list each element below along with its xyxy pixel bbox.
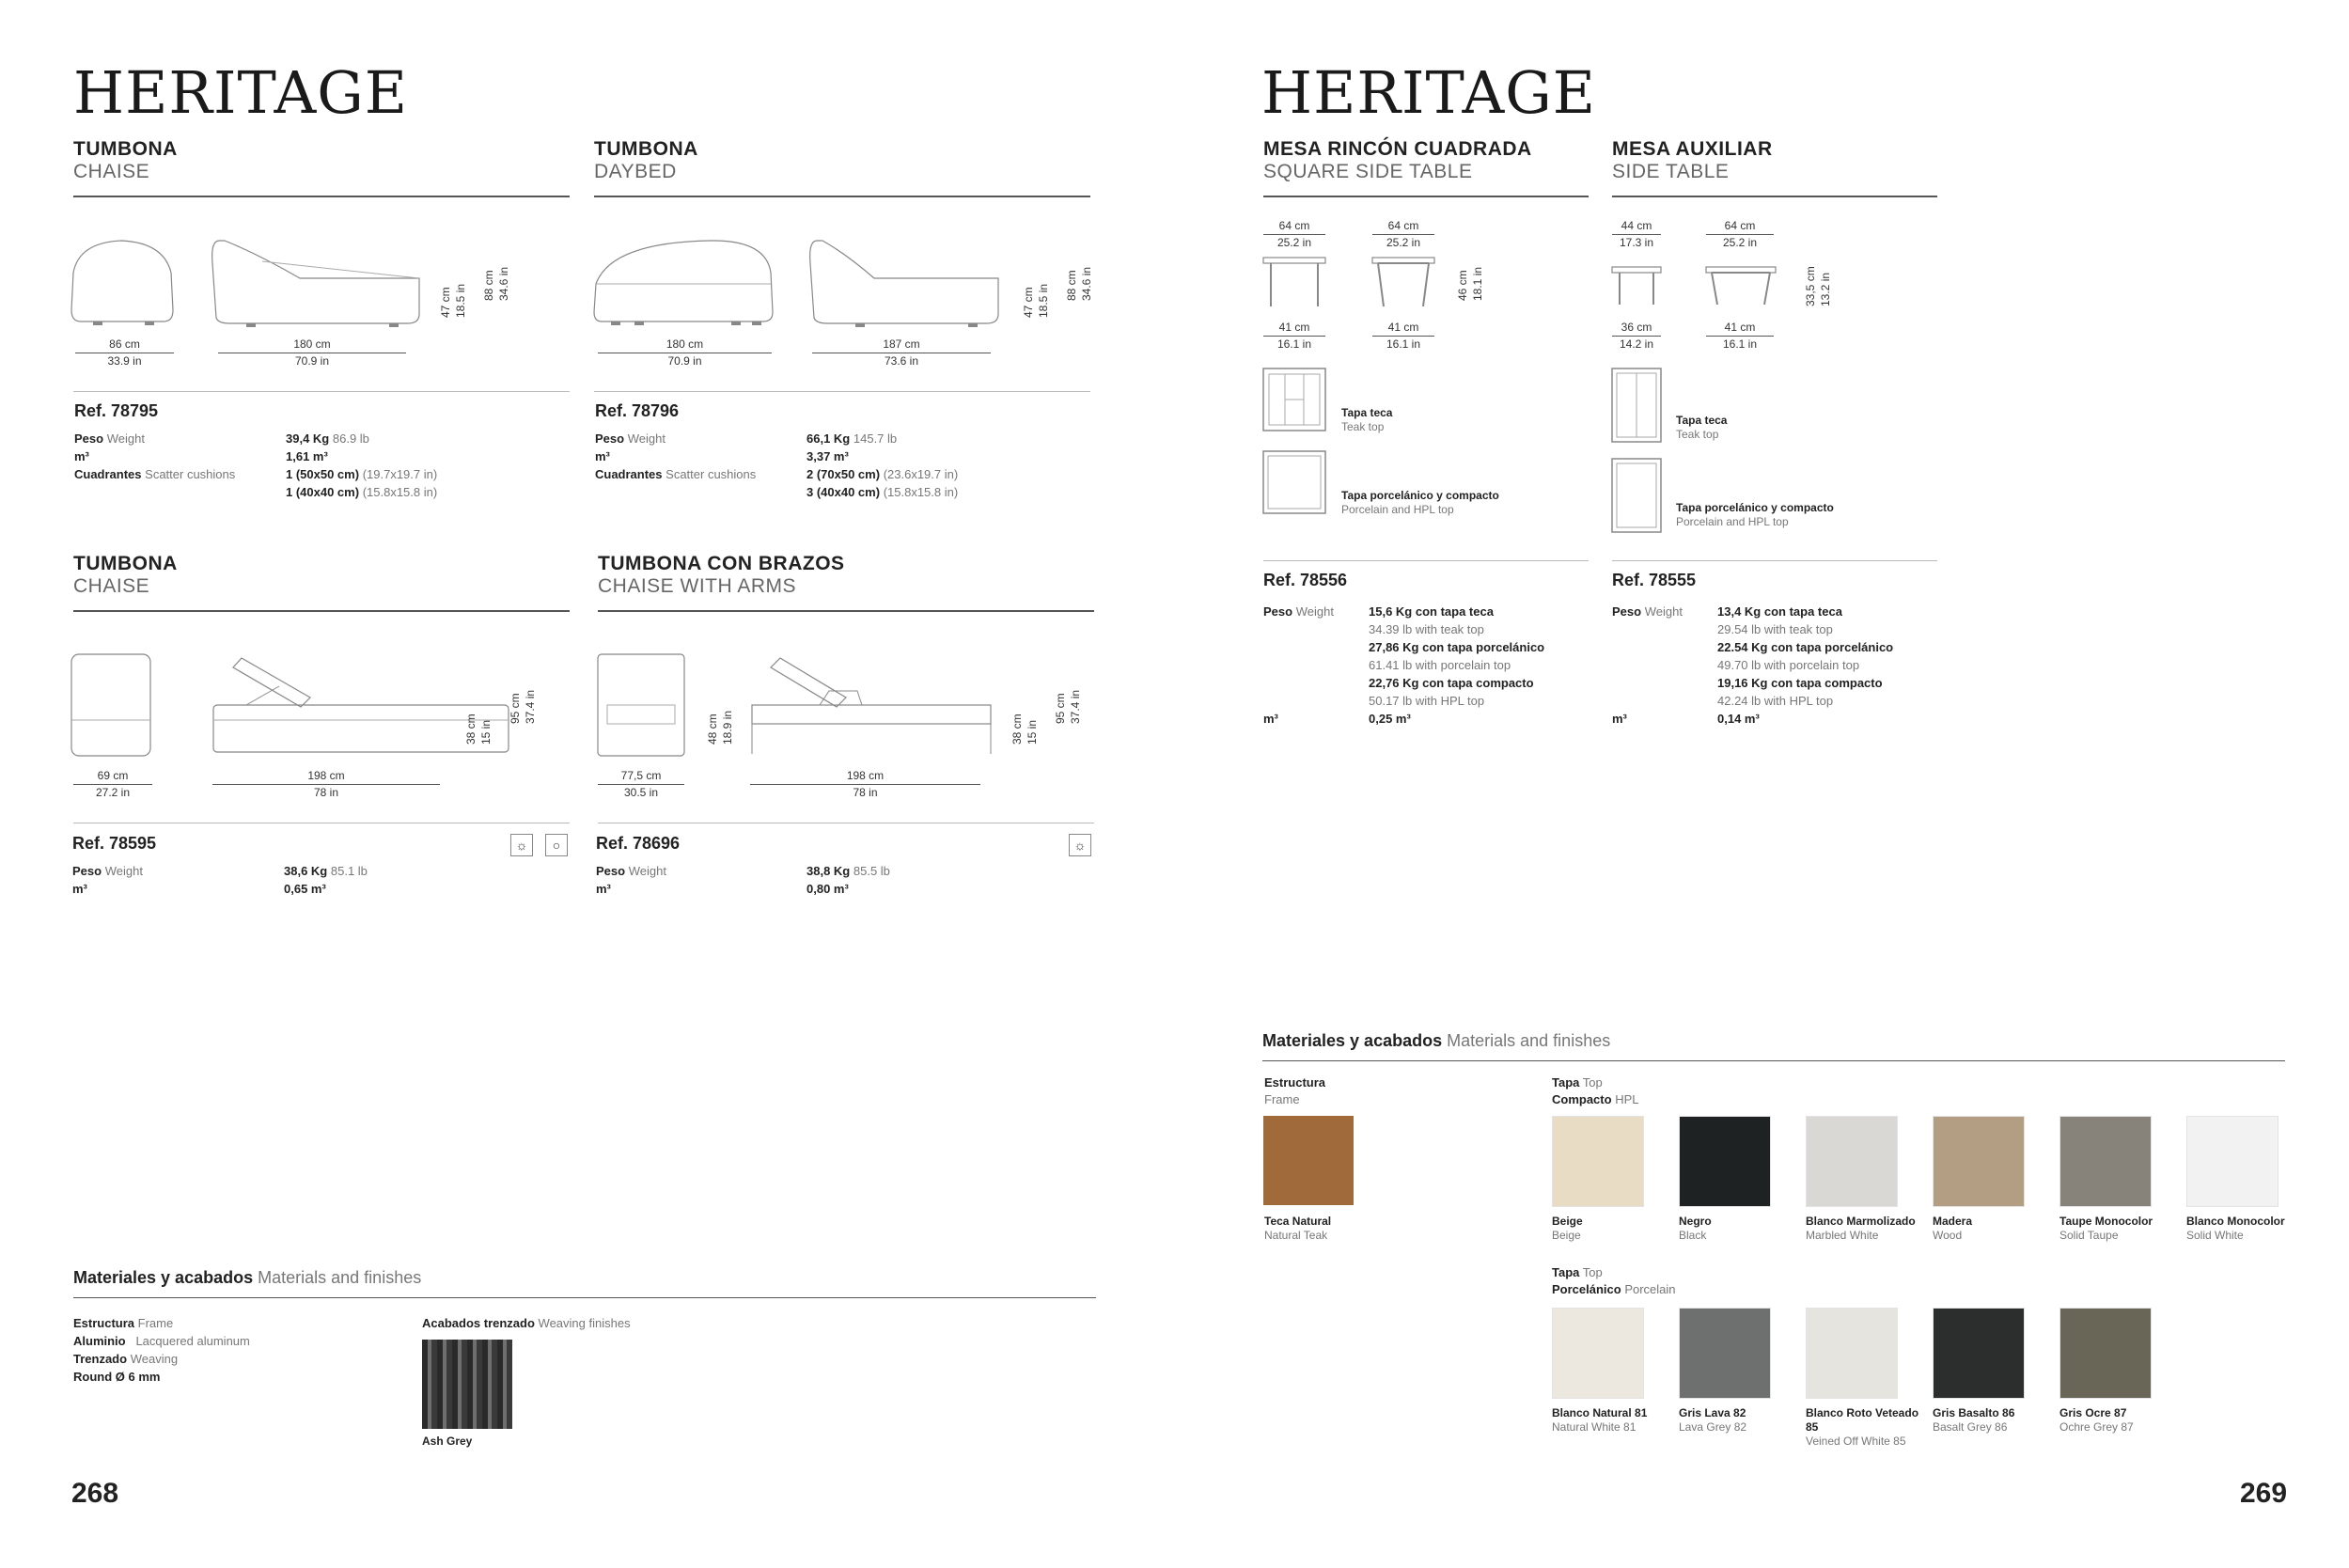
side-table-drawing bbox=[1612, 267, 1800, 314]
product-title: TUMBONA CON BRAZOS bbox=[598, 553, 845, 574]
product-title: MESA AUXILIAR bbox=[1612, 138, 1773, 160]
m3-label: m³ bbox=[1263, 712, 1278, 726]
dim-top-1: 44 cm 17.3 in bbox=[1612, 218, 1661, 251]
section-rule bbox=[594, 196, 1090, 197]
dim-height-1: 47 cm 18.5 in bbox=[1022, 283, 1050, 318]
spec-values: 38,8 Kg 85.5 lb 0,80 m³ bbox=[806, 864, 890, 896]
swatch-label: Gris Lava 82 Lava Grey 82 bbox=[1679, 1406, 1747, 1434]
spec-labels: Peso Weight m³ bbox=[596, 864, 666, 896]
spec-labels: Peso Weight m³ Cuadrantes Scatter cushions bbox=[595, 431, 757, 481]
dim-bottom-1: 41 cm 16.1 in bbox=[1263, 320, 1325, 353]
section-rule bbox=[1612, 196, 1937, 197]
spec-labels: Peso Weight m³ Cuadrantes Scatter cushions bbox=[74, 431, 236, 481]
sun-icon: ☼ bbox=[510, 834, 533, 856]
product-2-header bbox=[594, 138, 698, 183]
ref-number: Ref. 78796 bbox=[595, 401, 680, 420]
divider bbox=[73, 391, 570, 392]
dim-height-2: 95 cm 37.4 in bbox=[509, 689, 537, 724]
dim-width-1: 86 cm 33.9 in bbox=[75, 337, 174, 369]
materials-rule bbox=[73, 1297, 1096, 1298]
dim-width-2: 187 cm 73.6 in bbox=[812, 337, 991, 369]
weave-heading: Acabados trenzado Weaving finishes bbox=[422, 1316, 631, 1330]
product-title: TUMBONA bbox=[594, 138, 698, 160]
product-title: TUMBONA bbox=[73, 138, 178, 160]
page-number-right: 269 bbox=[2240, 1478, 2288, 1509]
dim-top-2: 64 cm 25.2 in bbox=[1706, 218, 1774, 251]
teak-swatch bbox=[1263, 1116, 1354, 1205]
porcelain-heading: Tapa Top Porcelánico Porcelain bbox=[1552, 1265, 1676, 1296]
product-subtitle: DAYBED bbox=[594, 161, 677, 182]
dim-top-1: 64 cm 25.2 in bbox=[1263, 218, 1325, 251]
page-number-left: 268 bbox=[71, 1478, 119, 1509]
ash-grey-swatch bbox=[422, 1340, 512, 1429]
materials-heading: Materiales y acabados Materials and finishes bbox=[1262, 1031, 1611, 1050]
swatch-label: Blanco Roto Veteado 85 Veined Off White 85 bbox=[1806, 1406, 1919, 1448]
dim-height-2: 88 cm 34.6 in bbox=[1065, 266, 1093, 301]
dim-width-2: 198 cm 78 in bbox=[750, 768, 980, 801]
color-swatch bbox=[1806, 1308, 1898, 1399]
color-swatch bbox=[2059, 1308, 2152, 1399]
materials-rule bbox=[1262, 1060, 2285, 1061]
dim-width-1: 69 cm 27.2 in bbox=[73, 768, 152, 801]
swatch-label: Teca Natural Natural Teak bbox=[1264, 1215, 1332, 1242]
color-swatch bbox=[1933, 1116, 2025, 1207]
dim-height-2: 95 cm 37.4 in bbox=[1054, 689, 1082, 724]
product-title: MESA RINCÓN CUADRADA bbox=[1263, 138, 1532, 160]
weight-values: 15,6 Kg con tapa teca 34.39 lb with teak top 27,86 Kg con tapa porcelánico 61.41 lb with porcelain top 22,76 Kg con tapa compacto 50.17 lb with HPL top 0,25 m³ bbox=[1369, 604, 1545, 726]
frame-heading: Estructura Frame bbox=[1264, 1075, 1326, 1106]
brand-title-right: HERITAGE bbox=[1261, 58, 1597, 127]
circle-icon: ○ bbox=[545, 834, 568, 856]
top-a-label: Tapa teca Teak top bbox=[1676, 414, 1728, 441]
swatch-label: Blanco Monocolor Solid White bbox=[2186, 1215, 2285, 1242]
materials-heading: Materiales y acabados Materials and finishes bbox=[73, 1268, 422, 1287]
sun-icon: ☼ bbox=[1069, 834, 1091, 856]
hpl-heading: Tapa Top Compacto HPL bbox=[1552, 1075, 1639, 1106]
dim-width-2: 198 cm 78 in bbox=[212, 768, 440, 801]
swatch-label: Blanco Natural 81 Natural White 81 bbox=[1552, 1406, 1648, 1434]
dim-height-1: 38 cm 15 in bbox=[464, 713, 493, 745]
color-swatch bbox=[1679, 1116, 1771, 1207]
dim-top-2: 64 cm 25.2 in bbox=[1372, 218, 1434, 251]
color-swatch bbox=[1552, 1308, 1644, 1399]
product-4-header bbox=[598, 553, 845, 598]
product-subtitle: CHAISE bbox=[73, 161, 150, 182]
dim-height-3: 38 cm 15 in bbox=[1010, 713, 1039, 745]
top-b-label: Tapa porcelánico y compacto Porcelain and HPL top bbox=[1676, 501, 1834, 528]
dim-width-1: 77,5 cm 30.5 in bbox=[598, 768, 684, 801]
ref-number: Ref. 78795 bbox=[74, 401, 159, 420]
dim-height: 46 cm 18.1 in bbox=[1456, 266, 1484, 301]
divider bbox=[1612, 560, 1937, 561]
color-swatch bbox=[1552, 1116, 1644, 1207]
color-swatch bbox=[2186, 1116, 2279, 1207]
section-rule bbox=[73, 196, 570, 197]
dim-height-1: 48 cm 18.9 in bbox=[706, 710, 734, 745]
spec-values: 66,1 Kg 145.7 lb 3,37 m³ 2 (70x50 cm) (23.6x19.7 in) 3 (40x40 cm) (15.8x15.8 in) bbox=[806, 431, 959, 499]
ref-number: Ref. 78696 bbox=[596, 834, 681, 853]
swatch-label: Beige Beige bbox=[1552, 1215, 1583, 1242]
dim-height-2: 88 cm 34.6 in bbox=[482, 266, 510, 301]
color-swatch bbox=[2059, 1116, 2152, 1207]
product-subtitle: SIDE TABLE bbox=[1612, 161, 1730, 182]
dim-bottom-2: 41 cm 16.1 in bbox=[1706, 320, 1774, 353]
swatch-label: Gris Ocre 87 Ochre Grey 87 bbox=[2059, 1406, 2134, 1434]
chaise-frame-drawing bbox=[68, 649, 575, 761]
weight-label: Peso Weight bbox=[1263, 604, 1334, 619]
swatch-label: Madera Wood bbox=[1933, 1215, 1973, 1242]
product-6-header bbox=[1612, 138, 1773, 183]
divider bbox=[1263, 560, 1589, 561]
color-swatch bbox=[1679, 1308, 1771, 1399]
section-rule bbox=[598, 610, 1094, 612]
weight-values: 13,4 Kg con tapa teca 29.54 lb with teak top 22.54 Kg con tapa porcelánico 49.70 lb with porcelain top 19,16 Kg con tapa compacto 42.24 lb with HPL top 0,14 m³ bbox=[1717, 604, 1894, 726]
dim-height-1: 47 cm 18.5 in bbox=[439, 283, 467, 318]
swatch-label: Taupe Monocolor Solid Taupe bbox=[2059, 1215, 2153, 1242]
spec-values: 38,6 Kg 85.1 lb 0,65 m³ bbox=[284, 864, 368, 896]
top-b-label: Tapa porcelánico y compacto Porcelain and HPL top bbox=[1341, 489, 1499, 516]
top-plan-drawing bbox=[1612, 368, 1668, 538]
spec-labels: Peso Weight m³ bbox=[72, 864, 143, 896]
m3-label: m³ bbox=[1612, 712, 1627, 726]
ref-number: Ref. 78556 bbox=[1263, 571, 1348, 589]
weight-label: Peso Weight bbox=[1612, 604, 1683, 619]
section-rule bbox=[73, 610, 570, 612]
spec-values: 39,4 Kg 86.9 lb 1,61 m³ 1 (50x50 cm) (19.7x19.7 in) 1 (40x40 cm) (15.8x15.8 in) bbox=[286, 431, 438, 499]
product-5-header bbox=[1263, 138, 1532, 183]
top-plan-drawing bbox=[1263, 368, 1329, 519]
product-1-header bbox=[73, 138, 178, 183]
color-swatch bbox=[1806, 1116, 1898, 1207]
swatch-label: Blanco Marmolizado Marbled White bbox=[1806, 1215, 1916, 1242]
dim-width-2: 180 cm 70.9 in bbox=[218, 337, 406, 369]
square-table-drawing bbox=[1263, 258, 1451, 314]
chaise-arms-drawing bbox=[594, 649, 1120, 761]
product-subtitle: CHAISE WITH ARMS bbox=[598, 575, 797, 597]
swatch-label: Gris Basalto 86 Basalt Grey 86 bbox=[1933, 1406, 2015, 1434]
swatch-label: Ash Grey bbox=[422, 1435, 473, 1448]
materials-list: Estructura Frame Aluminio Lacquered aluminum Trenzado Weaving Round Ø 6 mm bbox=[73, 1316, 250, 1384]
product-subtitle: CHAISE bbox=[73, 575, 150, 597]
dim-width-1: 180 cm 70.9 in bbox=[598, 337, 772, 369]
product-subtitle: SQUARE SIDE TABLE bbox=[1263, 161, 1473, 182]
ref-number: Ref. 78595 bbox=[72, 834, 157, 853]
dim-bottom-1: 36 cm 14.2 in bbox=[1612, 320, 1661, 353]
product-title: TUMBONA bbox=[73, 553, 178, 574]
divider bbox=[594, 391, 1090, 392]
dim-bottom-2: 41 cm 16.1 in bbox=[1372, 320, 1434, 353]
top-a-label: Tapa teca Teak top bbox=[1341, 406, 1393, 433]
section-rule bbox=[1263, 196, 1589, 197]
brand-title-left: HERITAGE bbox=[73, 58, 409, 127]
dim-height: 33,5 cm 13.2 in bbox=[1804, 266, 1832, 306]
product-3-header bbox=[73, 553, 178, 598]
ref-number: Ref. 78555 bbox=[1612, 571, 1697, 589]
color-swatch bbox=[1933, 1308, 2025, 1399]
swatch-label: Negro Black bbox=[1679, 1215, 1712, 1242]
